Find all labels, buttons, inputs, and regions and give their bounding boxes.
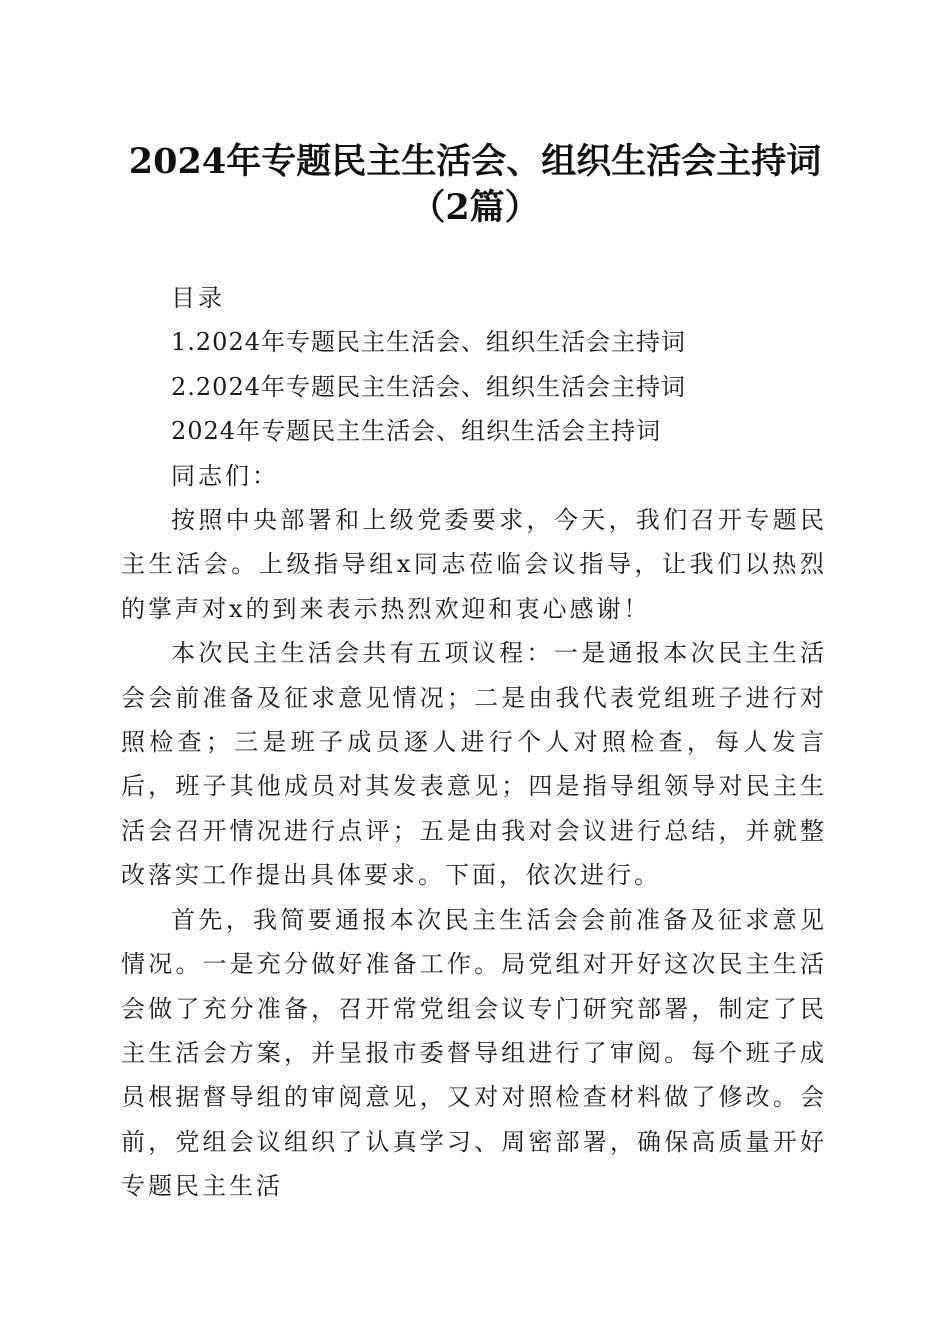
toc-item-1: 1.2024年专题民主生活会、组织生活会主持词 xyxy=(171,328,686,357)
document-title-count: （2篇） xyxy=(410,187,540,228)
toc-label: 目录 xyxy=(171,284,225,312)
paragraph: 按照中央部署和上级党委要求，今天，我们召开专题民主生活会。上级指导组x同志莅临会议指导，让我们以热烈的掌声对x的到来表示热烈欢迎和衷心感谢！ xyxy=(121,506,827,623)
salutation: 同志们： xyxy=(171,461,279,490)
document-title: 2024年专题民主生活会、组织生活会主持词 xyxy=(128,141,822,182)
section-title: 2024年专题民主生活会、组织生活会主持词 xyxy=(171,417,662,446)
toc-item-2: 2.2024年专题民主生活会、组织生活会主持词 xyxy=(171,372,686,401)
paragraph: 首先，我简要通报本次民主生活会会前准备及征求意见情况。一是充分做好准备工作。局党组对开好这次民主生活会做了充分准备，召开常党组会议专门研究部署，制定了民主生活会方案，并呈报市委督导组进行了审阅。每个班子成员根据督导组的审阅意见，又对对照检查材料做了修改。会前，党组会议组织了认真学习、周密部署，确保高质量开好专题民主生活 xyxy=(121,905,827,1201)
document-body xyxy=(121,276,827,1209)
paragraph: 本次民主生活会共有五项议程：一是通报本次民主生活会会前准备及征求意见情况；二是由我代表党组班子进行对照检查；三是班子成员逐人进行个人对照检查，每人发言后，班子其他成员对其发表意见；四是指导组领导对民主生活会召开情况进行点评；五是由我对会议进行总结，并就整改落实工作提出具体要求。下面，依次进行。 xyxy=(121,639,827,890)
